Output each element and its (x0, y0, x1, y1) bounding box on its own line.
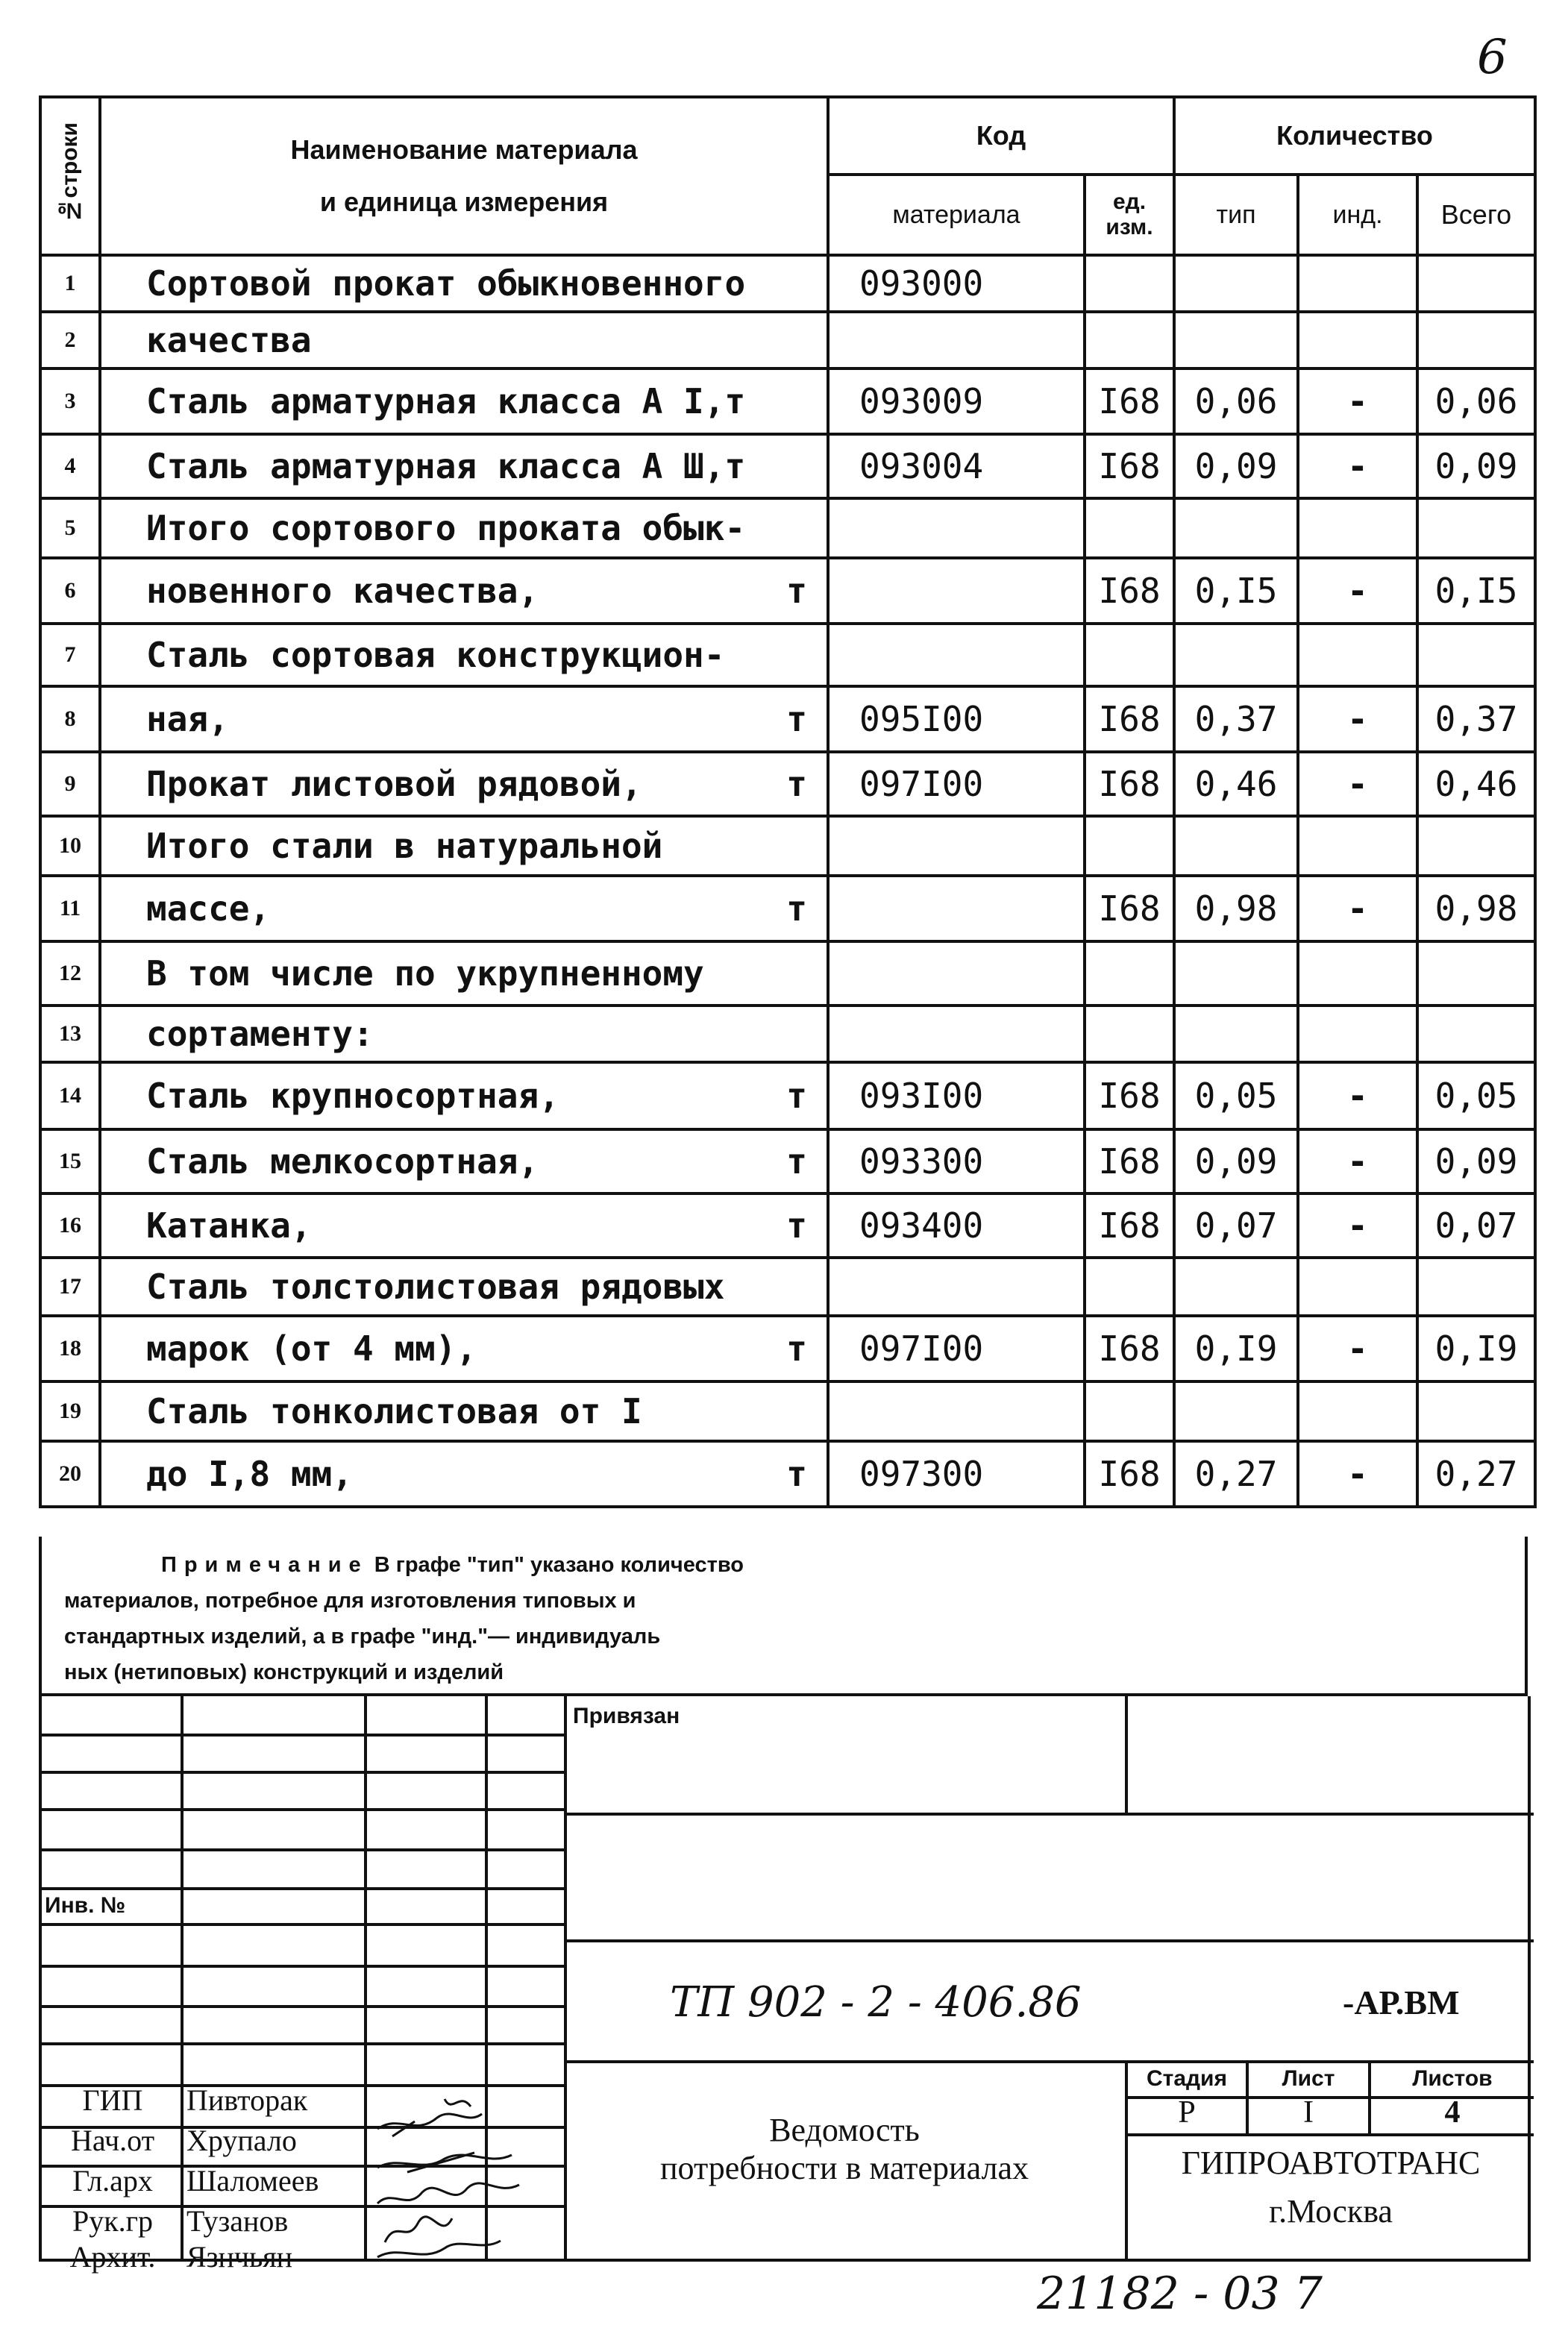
header-row-no: №строки (40, 97, 100, 255)
material-code (828, 941, 1085, 1006)
table-row (40, 1316, 1535, 1381)
quantity-typ (1174, 312, 1298, 368)
quantity-total: 0,46 (1417, 752, 1535, 816)
organization: ГИПРОАВТОТРАНС г.Москва (1181, 2145, 1481, 2230)
quantity-ind (1298, 1006, 1417, 1062)
quantity-ind (1298, 498, 1417, 558)
material-code (828, 1381, 1085, 1441)
quantity-ind: - (1298, 1441, 1417, 1507)
header-code: Код (828, 97, 1174, 175)
quantity-ind: - (1298, 1316, 1417, 1381)
quantity-typ: 0,09 (1174, 1129, 1298, 1193)
stage-value: Р (1178, 2095, 1196, 2130)
row-number: 16 (40, 1193, 100, 1258)
row-number: 2 (40, 312, 100, 368)
sheets-value: 4 (1444, 2095, 1461, 2130)
material-code: 093I00 (828, 1062, 1085, 1129)
quantity-typ: 0,06 (1174, 368, 1298, 434)
quantity-ind: - (1298, 752, 1417, 816)
stage-label: Стадия (1146, 2066, 1228, 2091)
quantity-typ (1174, 624, 1298, 686)
quantity-typ: 0,07 (1174, 1193, 1298, 1258)
inventory-number-label: Инв. № (45, 1893, 126, 1918)
material-code: 097300 (828, 1441, 1085, 1507)
quantity-total (1417, 1381, 1535, 1441)
quantity-total: 0,I9 (1417, 1316, 1535, 1381)
table-row (40, 1193, 1535, 1258)
quantity-ind: - (1298, 686, 1417, 752)
quantity-ind: - (1298, 1193, 1417, 1258)
material-name-text: Итого стали в натуральной (146, 826, 663, 866)
material-name-text: Сталь тонколистовая от I (146, 1391, 642, 1431)
footer-number: 21182 - 03 7 (1037, 2268, 1323, 2320)
material-name-text: Сортовой прокат обыкновенного (146, 263, 746, 304)
quantity-ind (1298, 1381, 1417, 1441)
unit-code (1085, 624, 1174, 686)
row-number: 8 (40, 686, 100, 752)
quantity-total (1417, 1258, 1535, 1316)
header-name: Наименование материала и единица измерения (100, 97, 828, 255)
unit-code: I68 (1085, 1193, 1174, 1258)
material-code (828, 1258, 1085, 1316)
quantity-ind (1298, 312, 1417, 368)
signatory-name: Тузанов (186, 2204, 289, 2238)
quantity-total: 0,07 (1417, 1193, 1535, 1258)
quantity-ind: - (1298, 876, 1417, 941)
material-code: 093400 (828, 1193, 1085, 1258)
table-row (40, 312, 1535, 368)
signatory-role: Гл.арх (72, 2164, 153, 2197)
table-row (40, 255, 1535, 312)
quantity-total (1417, 255, 1535, 312)
material-name (100, 368, 828, 434)
quantity-total (1417, 1006, 1535, 1062)
material-unit: т (786, 699, 807, 739)
row-number: 9 (40, 752, 100, 816)
quantity-typ (1174, 1381, 1298, 1441)
table-row (40, 498, 1535, 558)
row-number: 6 (40, 558, 100, 624)
table-row (40, 686, 1535, 752)
attached-label: Привязан (573, 1704, 680, 1728)
row-number: 11 (40, 876, 100, 941)
unit-code: I68 (1085, 876, 1174, 941)
signatory-name: Шаломеев (186, 2164, 319, 2197)
material-unit: т (786, 888, 807, 929)
material-code (828, 558, 1085, 624)
material-unit: т (786, 1076, 807, 1116)
material-name (100, 752, 828, 816)
signatory-name: Язнчьян (186, 2240, 293, 2274)
unit-code: I68 (1085, 752, 1174, 816)
quantity-typ: 0,I5 (1174, 558, 1298, 624)
material-name (100, 1006, 828, 1062)
material-name (100, 941, 828, 1006)
table-row (40, 558, 1535, 624)
quantity-typ (1174, 1258, 1298, 1316)
material-code (828, 816, 1085, 876)
row-number: 3 (40, 368, 100, 434)
signatory-name: Хрупало (186, 2124, 297, 2157)
material-code: 095I00 (828, 686, 1085, 752)
signatory-role: Архит. (69, 2240, 156, 2274)
unit-code: I68 (1085, 1316, 1174, 1381)
material-unit: т (786, 1328, 807, 1369)
row-number: 15 (40, 1129, 100, 1193)
quantity-ind (1298, 1258, 1417, 1316)
quantity-ind (1298, 624, 1417, 686)
unit-code: I68 (1085, 558, 1174, 624)
material-name-text: массе, (146, 888, 271, 929)
sheet-value: I (1303, 2095, 1314, 2130)
page-number: 6 (1477, 30, 1508, 85)
note: Примечание В графе "тип" указано количество материалов, потребное для изготовления типовых и стандартных изделий, а в графе "инд."— индивидуаль ных (нетиповых) конструкций и изделий (39, 1537, 1528, 1696)
quantity-typ (1174, 941, 1298, 1006)
title-block (39, 1696, 1531, 2274)
header-typ: тип (1174, 175, 1298, 255)
row-number: 12 (40, 941, 100, 1006)
header-material: материала (828, 175, 1085, 255)
material-code (828, 624, 1085, 686)
quantity-typ (1174, 255, 1298, 312)
quantity-typ: 0,09 (1174, 434, 1298, 498)
material-name-text: Сталь арматурная класса А I,т (146, 381, 746, 421)
unit-code: I68 (1085, 368, 1174, 434)
material-name (100, 1129, 828, 1193)
unit-code (1085, 1006, 1174, 1062)
table-row (40, 876, 1535, 941)
table-row (40, 1006, 1535, 1062)
quantity-typ (1174, 1006, 1298, 1062)
material-name (100, 1062, 828, 1129)
header-quantity: Количество (1174, 97, 1535, 175)
material-name-text: Сталь арматурная класса А Ш,т (146, 446, 746, 486)
quantity-total: 0,09 (1417, 434, 1535, 498)
unit-code: I68 (1085, 1129, 1174, 1193)
row-number: 10 (40, 816, 100, 876)
material-name (100, 558, 828, 624)
sheet-label: Лист (1282, 2066, 1335, 2091)
material-name (100, 876, 828, 941)
unit-code (1085, 255, 1174, 312)
material-code: 097I00 (828, 752, 1085, 816)
material-name (100, 498, 828, 558)
materials-table (39, 95, 1537, 1508)
material-code: 093300 (828, 1129, 1085, 1193)
row-number: 20 (40, 1441, 100, 1507)
material-name (100, 816, 828, 876)
quantity-ind: - (1298, 368, 1417, 434)
row-number: 13 (40, 1006, 100, 1062)
quantity-total: 0,I5 (1417, 558, 1535, 624)
quantity-ind: - (1298, 1062, 1417, 1129)
header-total: Всего (1417, 175, 1535, 255)
material-code: 097I00 (828, 1316, 1085, 1381)
signatory-name: Пивторак (186, 2083, 308, 2117)
material-name-text: до I,8 мм, (146, 1454, 353, 1494)
quantity-typ: 0,I9 (1174, 1316, 1298, 1381)
row-number: 18 (40, 1316, 100, 1381)
quantity-total (1417, 624, 1535, 686)
row-number: 4 (40, 434, 100, 498)
row-number: 14 (40, 1062, 100, 1129)
material-unit: т (786, 1454, 807, 1494)
material-name (100, 434, 828, 498)
header-ind: инд. (1298, 175, 1417, 255)
material-name (100, 1193, 828, 1258)
unit-code (1085, 1381, 1174, 1441)
unit-code (1085, 941, 1174, 1006)
material-unit: т (786, 764, 807, 804)
quantity-total: 0,05 (1417, 1062, 1535, 1129)
quantity-typ: 0,98 (1174, 876, 1298, 941)
material-name (100, 1441, 828, 1507)
material-name-text: Итого сортового проката обык- (146, 508, 746, 548)
header-unit: ед. изм. (1085, 175, 1174, 255)
material-name (100, 312, 828, 368)
material-code (828, 498, 1085, 558)
unit-code: I68 (1085, 434, 1174, 498)
quantity-total: 0,09 (1417, 1129, 1535, 1193)
material-code: 093000 (828, 255, 1085, 312)
table-row (40, 434, 1535, 498)
material-name-text: В том числе по укрупненному (146, 953, 704, 994)
quantity-ind: - (1298, 558, 1417, 624)
quantity-ind (1298, 816, 1417, 876)
table-row (40, 816, 1535, 876)
material-name-text: марок (от 4 мм), (146, 1328, 477, 1369)
project-suffix: -АР.ВМ (1343, 1983, 1460, 2021)
material-name-text: сортаменту: (146, 1014, 374, 1054)
quantity-ind (1298, 941, 1417, 1006)
table-row (40, 1441, 1535, 1507)
material-name (100, 1381, 828, 1441)
sheets-label: Листов (1412, 2066, 1493, 2091)
table-row (40, 1129, 1535, 1193)
row-number: 5 (40, 498, 100, 558)
signatory-role: Рук.гр (72, 2204, 154, 2238)
unit-code (1085, 312, 1174, 368)
quantity-ind (1298, 255, 1417, 312)
material-name-text: Сталь сортовая конструкцион- (146, 635, 725, 675)
unit-code: I68 (1085, 1062, 1174, 1129)
quantity-typ (1174, 816, 1298, 876)
signatory-role: ГИП (82, 2083, 143, 2117)
material-name-text: Сталь мелкосортная, (146, 1141, 539, 1182)
material-unit: т (786, 571, 807, 611)
material-code: 093004 (828, 434, 1085, 498)
row-number: 17 (40, 1258, 100, 1316)
quantity-total: 0,37 (1417, 686, 1535, 752)
material-code (828, 312, 1085, 368)
row-number: 1 (40, 255, 100, 312)
quantity-total (1417, 312, 1535, 368)
unit-code (1085, 498, 1174, 558)
unit-code (1085, 816, 1174, 876)
material-code (828, 1006, 1085, 1062)
quantity-typ: 0,27 (1174, 1441, 1298, 1507)
quantity-total: 0,06 (1417, 368, 1535, 434)
material-code (828, 876, 1085, 941)
material-name (100, 1258, 828, 1316)
signatory-role: Нач.от (70, 2124, 155, 2157)
material-name-text: качества (146, 320, 312, 360)
quantity-total (1417, 498, 1535, 558)
quantity-typ: 0,37 (1174, 686, 1298, 752)
material-name (100, 686, 828, 752)
material-name-text: новенного качества, (146, 571, 539, 611)
material-unit: т (786, 1141, 807, 1182)
table-row (40, 941, 1535, 1006)
unit-code (1085, 1258, 1174, 1316)
quantity-typ (1174, 498, 1298, 558)
material-name-text: ная, (146, 699, 229, 739)
material-name-text: Катанка, (146, 1205, 312, 1246)
material-code: 093009 (828, 368, 1085, 434)
quantity-ind: - (1298, 434, 1417, 498)
material-name (100, 624, 828, 686)
row-number: 19 (40, 1381, 100, 1441)
quantity-typ: 0,05 (1174, 1062, 1298, 1129)
table-row (40, 1381, 1535, 1441)
signature-scribbles (370, 2084, 549, 2262)
row-number: 7 (40, 624, 100, 686)
quantity-total (1417, 941, 1535, 1006)
table-row (40, 1258, 1535, 1316)
quantity-total: 0,27 (1417, 1441, 1535, 1507)
table-row (40, 1062, 1535, 1129)
quantity-total: 0,98 (1417, 876, 1535, 941)
quantity-typ: 0,46 (1174, 752, 1298, 816)
table-row (40, 624, 1535, 686)
table-row (40, 368, 1535, 434)
material-name-text: Прокат листовой рядовой, (146, 764, 642, 804)
material-name (100, 1316, 828, 1381)
unit-code: I68 (1085, 686, 1174, 752)
material-unit: т (786, 1205, 807, 1246)
unit-code: I68 (1085, 1441, 1174, 1507)
material-name-text: Сталь толстолистовая рядовых (146, 1267, 725, 1307)
quantity-total (1417, 816, 1535, 876)
project-code: ТП 902 - 2 - 406.86 (670, 1978, 1082, 2027)
material-name (100, 255, 828, 312)
table-row (40, 752, 1535, 816)
document-title: Ведомость потребности в материалах (659, 2112, 1029, 2186)
quantity-ind: - (1298, 1129, 1417, 1193)
material-name-text: Сталь крупносортная, (146, 1076, 559, 1116)
